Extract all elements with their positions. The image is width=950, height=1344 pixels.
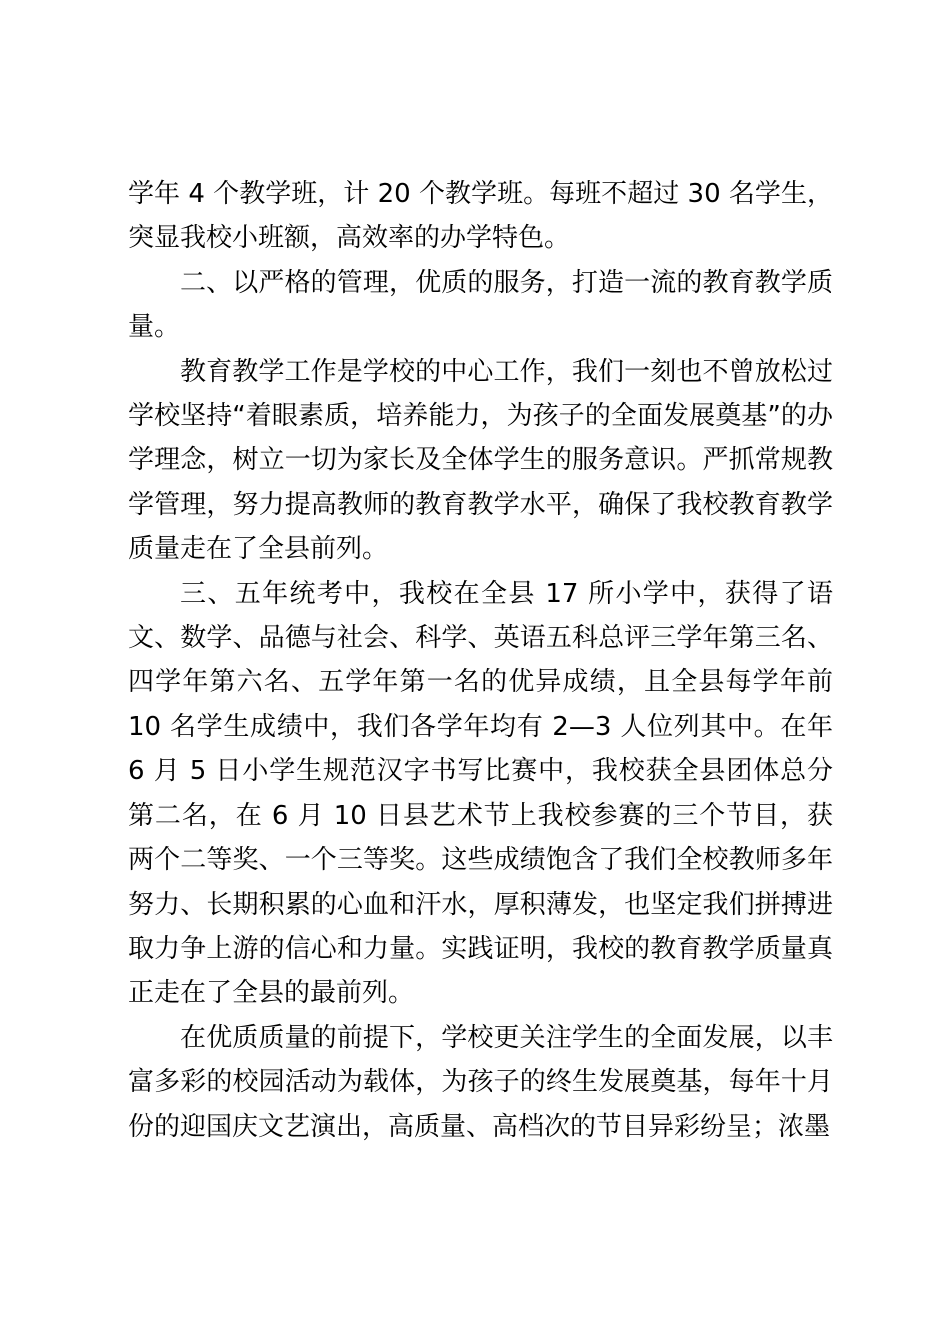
paragraph-teaching-work: 教育教学工作是学校的中心工作，我们一刻也不曾放松过学校坚持“着眼素质，培养能力，为孩子的全面发展奠基”的办学理念，树立一切为家长及全体学生的服务意识。严抓常规教学管理，努力提高教师的教育教学水平，确保了我校教育教学质量走在了全县前列。 [128, 356, 833, 565]
paragraph-section-three-results: 三、五年统考中，我校在全县 17 所小学中，获得了语文、数学、品德与社会、科学、英语五科总评三学年第三名、四学年第六名、五学年第一名的优异成绩，且全县每学年前 10 名学生成绩中，我们各学年均有 2—3 人位列其中。在年 6 月 5 日小学生规范汉字书写比赛中，我校获全县团体总分第二名，在 6 月 10 日县艺术节上我校参赛的三个节目，获两个二等奖、一个三等奖。这些成绩饱含了我们全校教师多年努力、长期积累的心血和汗水，厚积薄发，也坚定我们拼搏进取力争上游的信心和力量。实践证明，我校的教育教学质量真正走在了全县的最前列。 [128, 578, 833, 1009]
document-body [128, 172, 833, 1149]
paragraph-continued: 学年 4 个教学班，计 20 个教学班。每班不超过 30 名学生，突显我校小班额，高效率的办学特色。 [128, 179, 833, 254]
paragraph-activities: 在优质质量的前提下，学校更关注学生的全面发展，以丰富多彩的校园活动为载体，为孩子的终生发展奠基，每年十月份的迎国庆文艺演出，高质量、高档次的节目异彩纷呈；浓墨 [128, 1022, 833, 1142]
paragraph-section-two-heading: 二、以严格的管理，优质的服务，打造一流的教育教学质量。 [128, 267, 833, 343]
